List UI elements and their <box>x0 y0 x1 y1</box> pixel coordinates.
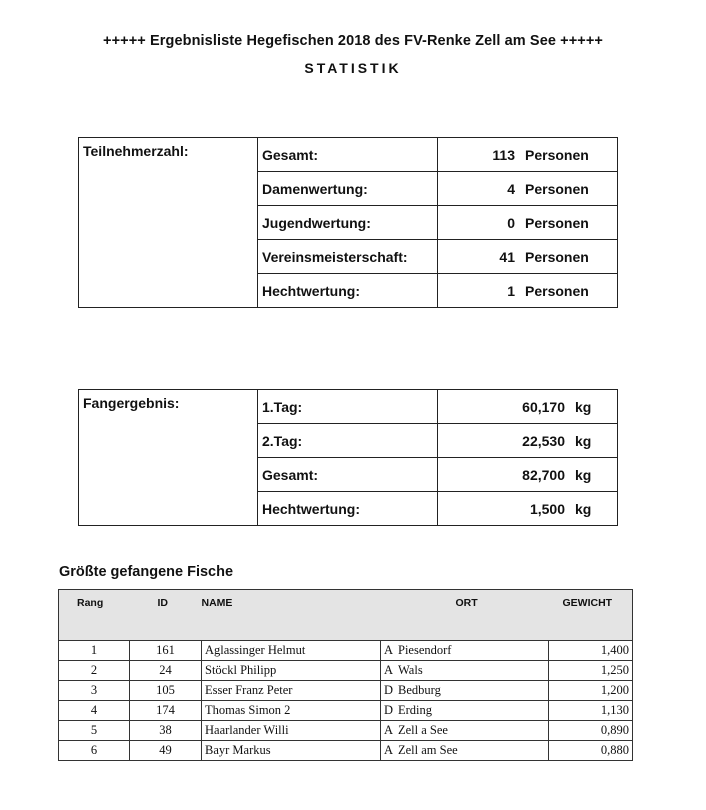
weight-cell: 1,250 <box>549 661 633 681</box>
count-value: 0 <box>507 214 515 231</box>
column-header-rank: Rang <box>59 590 130 641</box>
page-subtitle: STATISTIK <box>304 60 402 76</box>
column-header-ort: ORT <box>381 590 549 641</box>
ort-name: Zell am See <box>398 743 458 757</box>
row-value <box>438 274 618 308</box>
table-row <box>59 681 633 701</box>
rank-cell: 5 <box>59 721 130 741</box>
unit-label: kg <box>575 398 592 415</box>
country-code: A <box>384 643 394 657</box>
weight-value: 22,530 <box>522 432 565 449</box>
biggest-fish-table <box>58 589 633 761</box>
row-label: 2.Tag: <box>258 424 438 458</box>
rank-cell: 6 <box>59 741 130 761</box>
name-cell: Esser Franz Peter <box>202 681 381 701</box>
row-label: Hechtwertung: <box>258 274 438 308</box>
ort-name: Bedburg <box>398 683 441 697</box>
unit-label: kg <box>575 432 592 449</box>
row-label: Jugendwertung: <box>258 206 438 240</box>
catch-heading: Fangergebnis: <box>79 390 258 526</box>
catch-table <box>78 389 618 526</box>
weight-cell: 0,880 <box>549 741 633 761</box>
ort-cell <box>381 741 549 761</box>
rank-cell: 2 <box>59 661 130 681</box>
row-label: 1.Tag: <box>258 390 438 424</box>
row-label: Gesamt: <box>258 138 438 172</box>
table-row <box>59 641 633 661</box>
row-value <box>438 240 618 274</box>
id-cell: 24 <box>130 661 202 681</box>
unit-label: Personen <box>525 282 589 299</box>
name-cell: Bayr Markus <box>202 741 381 761</box>
weight-value: 60,170 <box>522 398 565 415</box>
ort-cell <box>381 641 549 661</box>
country-code: D <box>384 683 394 697</box>
table-row <box>79 138 618 172</box>
id-cell: 105 <box>130 681 202 701</box>
count-value: 41 <box>499 248 515 265</box>
name-cell: Haarlander Willi <box>202 721 381 741</box>
id-cell: 38 <box>130 721 202 741</box>
ort-name: Piesendorf <box>398 643 452 657</box>
count-value: 113 <box>492 146 515 163</box>
biggest-fish-heading: Größte gefangene Fische <box>59 564 234 580</box>
ort-name: Erding <box>398 703 433 717</box>
id-cell: 49 <box>130 741 202 761</box>
name-cell: Thomas Simon 2 <box>202 701 381 721</box>
unit-label: kg <box>575 500 592 517</box>
unit-label: kg <box>575 466 592 483</box>
ort-cell <box>381 661 549 681</box>
table-row <box>79 390 618 424</box>
weight-value: 1,500 <box>529 500 565 517</box>
ort-cell <box>381 681 549 701</box>
page-title: +++++ Ergebnisliste Hegefischen 2018 des FV-Renke Zell am See +++++ <box>103 33 603 49</box>
row-value <box>438 424 618 458</box>
ort-name: Wals <box>398 663 423 677</box>
table-row <box>59 741 633 761</box>
weight-value: 82,700 <box>522 466 565 483</box>
id-cell: 174 <box>130 701 202 721</box>
column-header-weight: GEWICHT <box>549 590 633 641</box>
row-value <box>438 390 618 424</box>
table-row <box>59 661 633 681</box>
column-header-name: NAME <box>202 590 381 641</box>
weight-cell: 0,890 <box>549 721 633 741</box>
weight-cell: 1,130 <box>549 701 633 721</box>
row-value <box>438 206 618 240</box>
rank-cell: 3 <box>59 681 130 701</box>
row-label: Gesamt: <box>258 458 438 492</box>
country-code: A <box>384 663 394 677</box>
id-cell: 161 <box>130 641 202 661</box>
ort-name: Zell a See <box>398 723 448 737</box>
weight-cell: 1,400 <box>549 641 633 661</box>
weight-cell: 1,200 <box>549 681 633 701</box>
row-value <box>438 492 618 526</box>
row-label: Damenwertung: <box>258 172 438 206</box>
country-code: D <box>384 703 394 717</box>
table-row <box>59 701 633 721</box>
unit-label: Personen <box>525 214 589 231</box>
count-value: 1 <box>507 282 515 299</box>
participants-table <box>78 137 618 308</box>
country-code: A <box>384 723 394 737</box>
unit-label: Personen <box>525 248 589 265</box>
unit-label: Personen <box>525 146 589 163</box>
country-code: A <box>384 743 394 757</box>
name-cell: Aglassinger Helmut <box>202 641 381 661</box>
participants-heading: Teilnehmerzahl: <box>79 138 258 308</box>
unit-label: Personen <box>525 180 589 197</box>
ort-cell <box>381 701 549 721</box>
table-row <box>59 721 633 741</box>
row-value <box>438 138 618 172</box>
table-header-row <box>59 590 633 641</box>
rank-cell: 4 <box>59 701 130 721</box>
name-cell: Stöckl Philipp <box>202 661 381 681</box>
row-value <box>438 458 618 492</box>
ort-cell <box>381 721 549 741</box>
rank-cell: 1 <box>59 641 130 661</box>
row-label: Hechtwertung: <box>258 492 438 526</box>
row-value <box>438 172 618 206</box>
row-label: Vereinsmeisterschaft: <box>258 240 438 274</box>
count-value: 4 <box>507 180 515 197</box>
column-header-id: ID <box>130 590 202 641</box>
